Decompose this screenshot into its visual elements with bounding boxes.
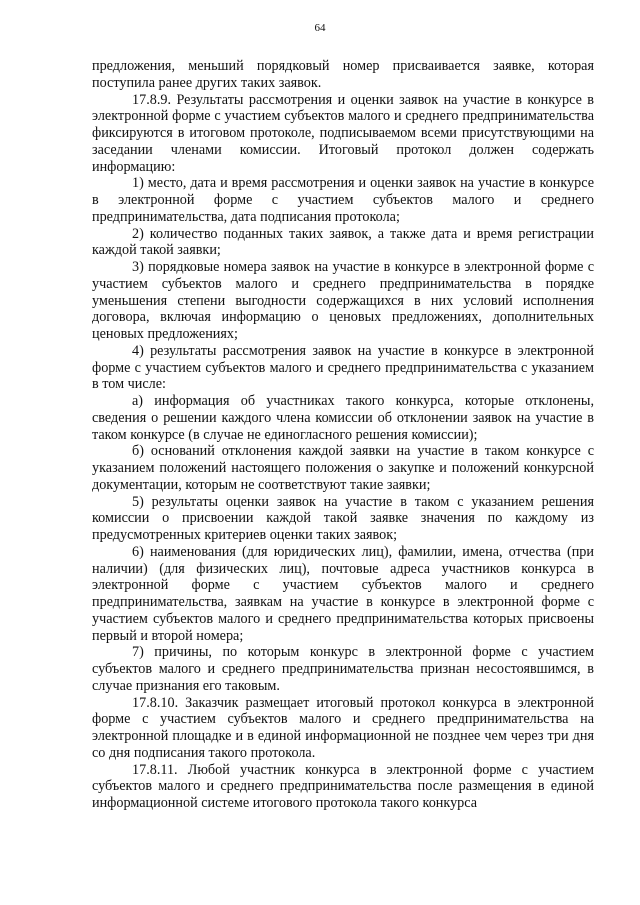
list-item-7: 7) причины, по которым конкурс в электронной форме с участием субъектов малого и среднего предпринимательства признан несостоявшимся, в случае признания его таковым. xyxy=(92,644,594,694)
paragraph-17-8-10: 17.8.10. Заказчик размещает итоговый протокол конкурса в электронной форме с участием субъектов малого и среднего предпринимательства на электронной площадке и в единой информационной не позднее чем через три дня со дня подписания такого протокола. xyxy=(92,694,594,761)
list-item-2: 2) количество поданных таких заявок, а также дата и время регистрации каждой такой заявки; xyxy=(92,225,594,259)
list-subitem-a: а) информация об участниках такого конкурса, которые отклонены, сведения о решении каждого члена комиссии об отклонении заявок на участие в таком конкурсе (в случае не единогласного решения комиссии); xyxy=(92,393,594,443)
paragraph-17-8-9: 17.8.9. Результаты рассмотрения и оценки заявок на участие в конкурсе в электронной форме с участием субъектов малого и среднего предпринимательства фиксируются в итоговом протоколе, подписываемом всеми присутствующими на заседании членами комиссии. Итоговый протокол должен содержать информацию: xyxy=(92,91,594,175)
list-item-5: 5) результаты оценки заявок на участие в таком с указанием решения комиссии о присвоении каждой такой заявке значения по каждому из предусмотренных критериев оценки таких заявок; xyxy=(92,493,594,543)
list-item-6: 6) наименования (для юридических лиц), фамилии, имена, отчества (при наличии) (для физических лиц), почтовые адреса участников конкурса в электронной форме с участием субъектов малого и среднего предпринимательства, заявкам на участие в конкурсе в электронной форме с участием субъектов малого и среднего предпринимательства которых присвоены первый и второй номера; xyxy=(92,543,594,644)
list-item-4: 4) результаты рассмотрения заявок на участие в конкурсе в электронной форме с участием субъектов малого и среднего предпринимательства с указанием в том числе: xyxy=(92,342,594,393)
list-item-1: 1) место, дата и время рассмотрения и оценки заявок на участие в конкурсе в электронной форме с участием субъектов малого и среднего предпринимательства, дата подписания протокола; xyxy=(92,175,594,225)
paragraph-17-8-11: 17.8.11. Любой участник конкурса в электронной форме с участием субъектов малого и среднего предпринимательства после размещения в единой информационной системе итогового протокола такого конкурса xyxy=(92,761,594,811)
paragraph-continuation: предложения, меньший порядковый номер присваивается заявке, которая поступила ранее других таких заявок. xyxy=(92,58,594,91)
list-subitem-b: б) оснований отклонения каждой заявки на участие в таком конкурсе с указанием положений настоящего положения о закупке и положений конкурсной документации, которым не соответствуют такие заявки; xyxy=(92,443,594,493)
page-number: 64 xyxy=(314,22,326,34)
list-item-3: 3) порядковые номера заявок на участие в конкурсе в электронной форме с участием субъектов малого и среднего предпринимательства в порядке уменьшения степени выгодности содержащихся в них условий исполнения договора, включая информацию о ценовых предложениях, дополнительных ценовых предложениях; xyxy=(92,259,594,342)
document-body xyxy=(92,58,594,812)
